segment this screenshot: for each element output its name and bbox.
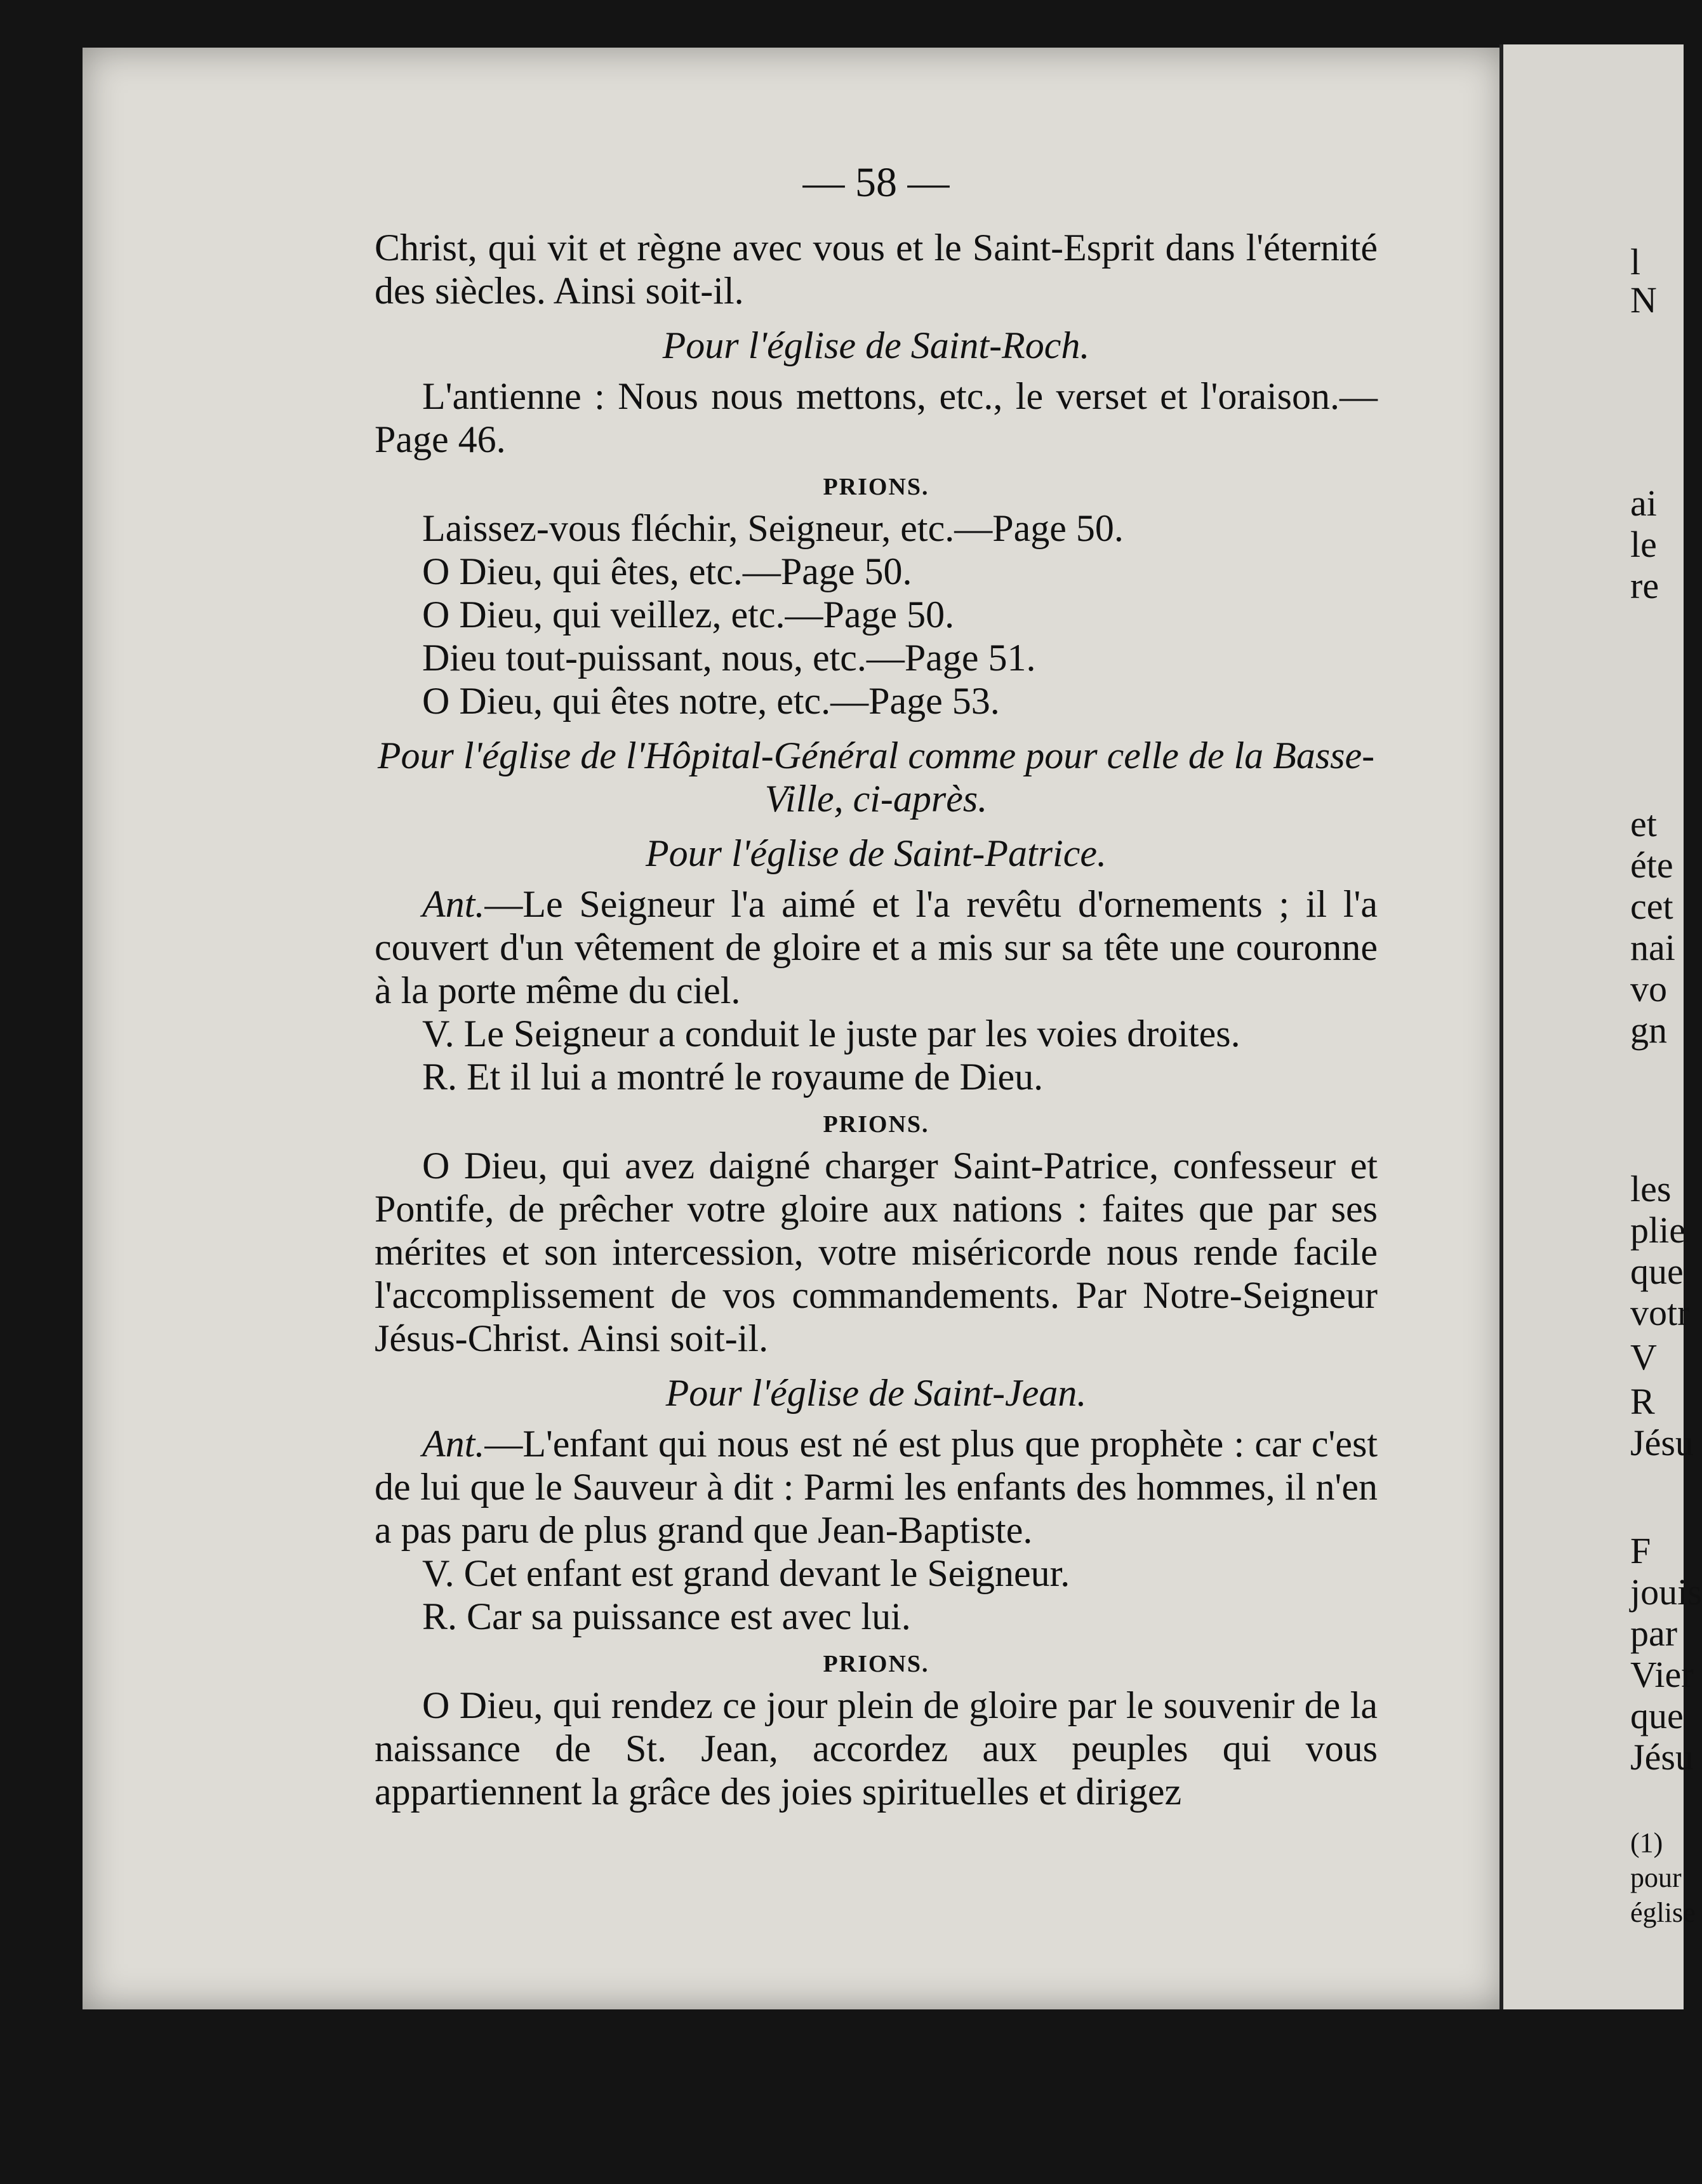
fragment: l	[1630, 241, 1641, 283]
antiphon-text: —Le Seigneur l'a aimé et l'a revêtu d'ornements ; il l'a couvert d'un vêtement de gloire et a mis sur sa tête une couronne à la porte même du ciel.	[375, 883, 1378, 1011]
list-item: Dieu tout-puissant, nous, etc.—Page 51.	[422, 637, 1036, 679]
antiphon-label: Ant.	[422, 883, 485, 925]
prions-heading: PRIONS.	[823, 1651, 929, 1677]
versicle: V. Cet enfant est grand devant le Seigneur.	[422, 1552, 1070, 1594]
fragment: plie	[1630, 1209, 1685, 1251]
heading-hopital-general: Pour l'église de l'Hôpital-Général comme pour celle de la Basse-Ville, ci-après.	[377, 735, 1375, 820]
paragraph-prayer-saint-patrice: O Dieu, qui avez daigné charger Saint-Patrice, confesseur et Pontife, de prêcher votre gloire aux nations : faites que par ses mérites et son intercession, votre miséricorde nous rende facile l'accomplissement de vos commandements. Par Notre-Seigneur Jésus-Christ. Ainsi soit-il.	[375, 1145, 1378, 1359]
fragment: par	[1630, 1613, 1678, 1654]
prions-heading: PRIONS.	[823, 474, 929, 500]
fragment: gn	[1630, 1009, 1667, 1051]
heading-saint-patrice: Pour l'église de Saint-Patrice.	[645, 832, 1107, 874]
antiphon-saint-patrice	[375, 882, 1378, 1012]
antiphon-saint-jean	[375, 1422, 1378, 1552]
fragment: Jésu	[1630, 1736, 1694, 1778]
fragment: éte	[1630, 844, 1673, 886]
paragraph-antienne: L'antienne : Nous nous mettons, etc., le verset et l'oraison.—Page 46.	[375, 375, 1378, 460]
fragment: V	[1630, 1336, 1657, 1378]
response: R. Et il lui a montré le royaume de Dieu.	[422, 1056, 1044, 1098]
fragment: que	[1630, 1251, 1684, 1292]
heading-saint-roch: Pour l'église de Saint-Roch.	[662, 324, 1090, 366]
fragment: et	[1630, 803, 1657, 844]
fragment: vo	[1630, 968, 1667, 1009]
fragment: pour	[1630, 1862, 1682, 1893]
list-item: Laissez-vous fléchir, Seigneur, etc.—Page 50.	[422, 507, 1124, 549]
fragment: le	[1630, 524, 1657, 565]
fragment: (1)	[1630, 1827, 1663, 1858]
prions-heading: PRIONS.	[823, 1111, 929, 1138]
fragment: R	[1630, 1381, 1655, 1422]
fragment: que	[1630, 1695, 1684, 1736]
antiphon-label: Ant.	[422, 1423, 485, 1465]
paragraph-prayer-saint-jean: O Dieu, qui rendez ce jour plein de gloire par le souvenir de la naissance de St. Jean, accordez aux peuples qui vous appartiennent la grâce des joies spirituelles et dirigez	[375, 1684, 1378, 1813]
fragment: N	[1630, 279, 1657, 321]
prayer-list	[375, 507, 1378, 722]
fragment: les	[1630, 1168, 1672, 1209]
fragment: Vier	[1630, 1654, 1694, 1695]
fragment: église	[1630, 1897, 1696, 1928]
list-item: O Dieu, qui êtes notre, etc.—Page 53.	[422, 680, 1000, 722]
fragment: ai	[1630, 483, 1657, 524]
fragment: cet	[1630, 886, 1673, 927]
fragment: F	[1630, 1530, 1651, 1571]
fragment: jouis	[1630, 1571, 1702, 1613]
paragraph-christ: Christ, qui vit et règne avec vous et le Saint-Esprit dans l'éternité des siècles. Ainsi soit-il.	[375, 227, 1378, 312]
fragment: votr	[1630, 1292, 1690, 1333]
response: R. Car sa puissance est avec lui.	[422, 1595, 911, 1637]
page-text	[375, 159, 1378, 1813]
fragment: Jésu	[1630, 1422, 1694, 1463]
fragment: re	[1630, 565, 1659, 606]
list-item: O Dieu, qui veillez, etc.—Page 50.	[422, 594, 955, 636]
antiphon-text: —L'enfant qui nous est né est plus que prophète : car c'est de lui que le Sauveur à dit : Parmi les enfants des hommes, il n'en a pas paru de plus grand que Jean-Baptiste.	[375, 1423, 1378, 1551]
list-item: O Dieu, qui êtes, etc.—Page 50.	[422, 550, 912, 592]
heading-saint-jean: Pour l'église de Saint-Jean.	[665, 1372, 1087, 1414]
page-number: — 58 —	[802, 159, 950, 206]
versicle: V. Le Seigneur a conduit le juste par les voies droites.	[422, 1013, 1240, 1055]
fragment: nai	[1630, 927, 1675, 968]
